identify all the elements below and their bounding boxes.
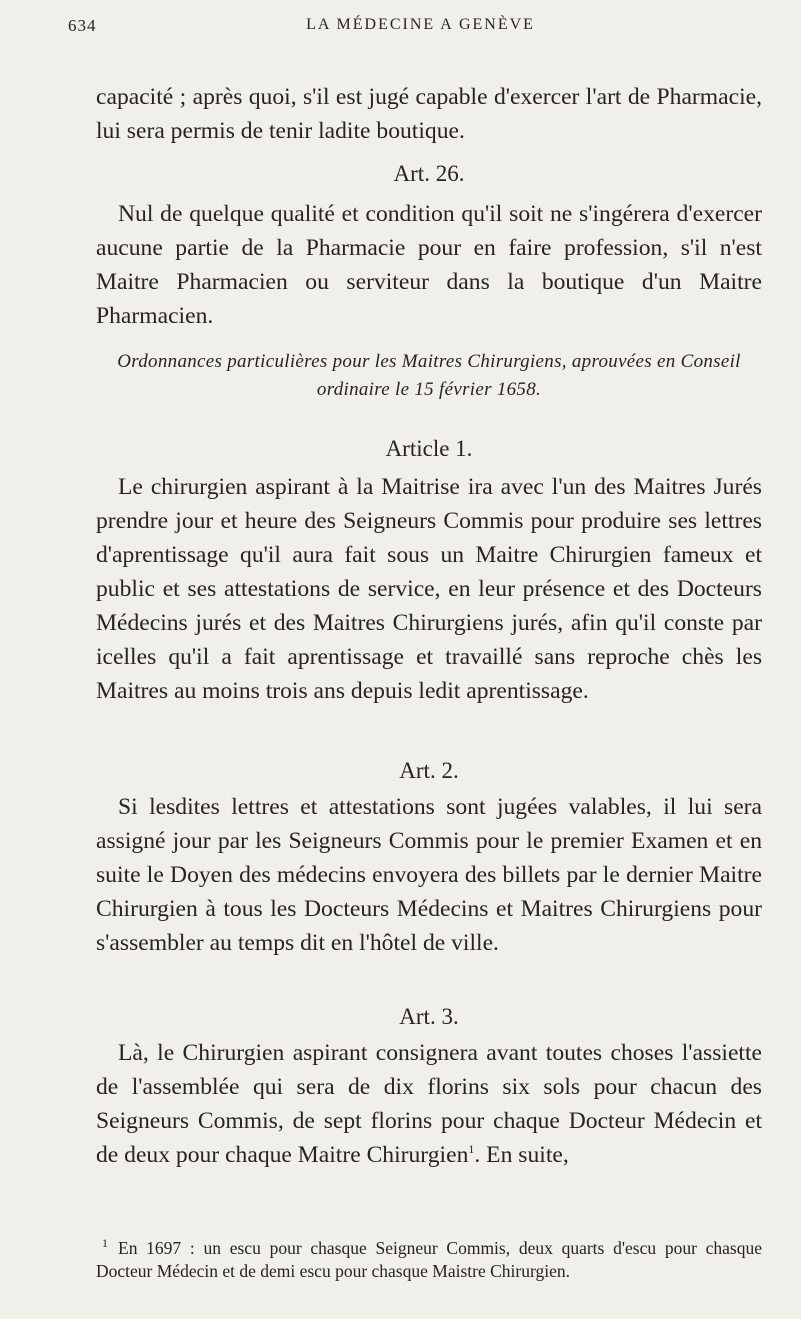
article-3 — [96, 1000, 762, 1172]
article-heading: Art. 26. — [393, 161, 465, 186]
footnote-marker: 1 — [102, 1236, 108, 1251]
ordinance-title: Ordonnances particulières pour les Maitres Chirurgiens, aprouvées en Conseil ordinaire le 15 février 1658. — [117, 351, 741, 400]
article-text — [96, 1036, 762, 1172]
article-heading: Art. 2. — [399, 758, 459, 783]
footnote — [96, 1237, 762, 1283]
article-3-tail: . En suite, — [474, 1142, 569, 1168]
ordinance-heading — [96, 348, 762, 404]
article-1 — [96, 432, 762, 708]
article-heading: Art. 3. — [399, 1004, 459, 1029]
article-26 — [96, 157, 762, 333]
article-3-body: Là, le Chirurgien aspirant consignera avant toutes choses l'assiette de l'assemblée qui sera de dix florins six sols pour chacun des Seigneurs Commis, de sept florins pour chaque Docteur Médecin et de deux pour chaque Maitre Chirurgien — [96, 1040, 762, 1168]
footnote-reference: 1 — [468, 1142, 475, 1157]
paragraph-text: capacité ; après quoi, s'il est jugé capable d'exercer l'art de Pharmacie, lui sera permis de tenir ladite boutique. — [96, 84, 762, 144]
footnote-text — [96, 1237, 762, 1283]
footnote-body: En 1697 : un escu pour chasque Seigneur Commis, deux quarts d'escu pour chasque Docteur Médecin et de demi escu pour chasque Maistre Chirurgien. — [96, 1238, 762, 1281]
running-title: LA MÉDECINE A GENÈVE — [306, 16, 535, 33]
article-2 — [96, 754, 762, 960]
page-number: 634 — [68, 16, 97, 35]
article-text: Le chirurgien aspirant à la Maitrise ira avec l'un des Maitres Jurés prendre jour et heure des Seigneurs Commis pour produire ses lettres d'aprentissage qu'il aura fait sous un Maitre Chirurgien fameux et public et ses attestations de service, en leur présence et des Docteurs Médecins jurés et des Maitres Chirurgiens jurés, afin qu'il conste par icelles qu'il a fait aprentissage et travaillé sans reproche chès les Maitres au moins trois ans depuis ledit aprentissage. — [96, 474, 762, 704]
running-header — [68, 16, 773, 42]
article-text: Nul de quelque qualité et condition qu'il soit ne s'ingérera d'exercer aucune partie de la Pharmacie pour en faire profession, s'il n'est Maitre Pharmacien ou serviteur dans la boutique d'un Maitre Pharmacien. — [96, 201, 762, 329]
continuation-paragraph — [96, 80, 762, 148]
article-text: Si lesdites lettres et attestations sont jugées valables, il lui sera assigné jour par les Seigneurs Commis pour le premier Examen et en suite le Doyen des médecins envoyera des billets par le dernier Maitre Chirurgien à tous les Docteurs Médecins et Maitres Chirurgiens pour s'assembler au temps dit en l'hôtel de ville. — [96, 794, 762, 956]
article-heading: Article 1. — [385, 436, 473, 461]
